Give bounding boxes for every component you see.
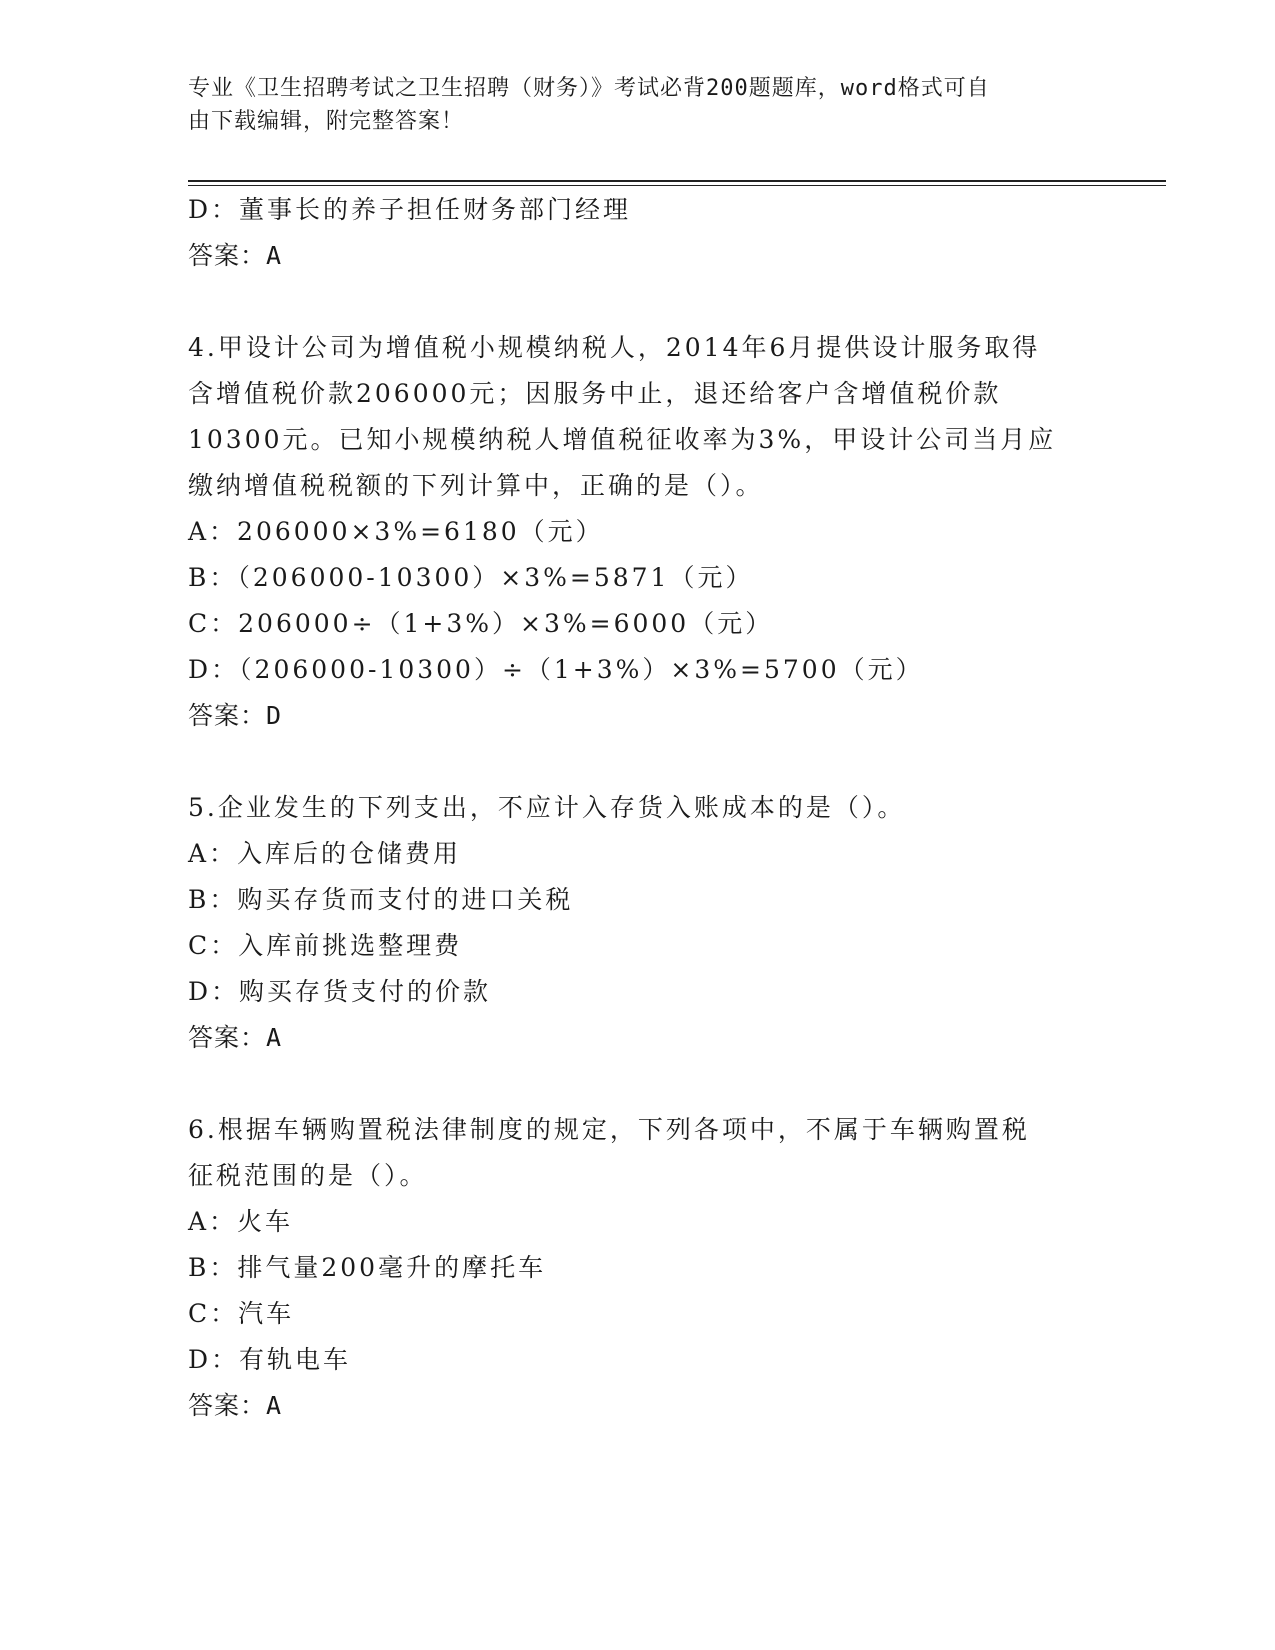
option-b: B：（206000-10300）×3%=5871（元） — [188, 563, 754, 592]
question-4 — [188, 325, 1088, 739]
answer-line: 答案：A — [188, 241, 283, 270]
document-header — [188, 72, 1068, 138]
option-b: B：购买存货而支付的进口关税 — [188, 885, 574, 914]
answer-line: 答案：A — [188, 1391, 283, 1420]
option-c: C：206000÷（1+3%）×3%=6000（元） — [188, 609, 774, 638]
question-stem-line: 征税范围的是（）。 — [188, 1161, 428, 1190]
question-5 — [188, 785, 1088, 1061]
question-stem-line: 5.企业发生的下列支出，不应计入存货入账成本的是（）。 — [188, 793, 906, 822]
option-a: A：入库后的仓储费用 — [188, 839, 462, 868]
question-stem-line: 10300元。已知小规模纳税人增值税征收率为3%，甲设计公司当月应 — [188, 425, 1057, 454]
option-d: D：有轨电车 — [188, 1345, 352, 1374]
option-a: A：206000×3%=6180（元） — [188, 517, 604, 546]
document-body — [188, 187, 1088, 1429]
option-d: D：购买存货支付的价款 — [188, 977, 492, 1006]
answer-line: 答案：A — [188, 1023, 283, 1052]
header-divider-thin — [188, 185, 1166, 186]
question-stem-line: 6.根据车辆购置税法律制度的规定，下列各项中，不属于车辆购置税 — [188, 1115, 1030, 1144]
header-title-line-1: 专业《卫生招聘考试之卫生招聘（财务）》考试必背200题题库，word格式可自 — [188, 76, 990, 101]
answer-line: 答案：D — [188, 701, 283, 730]
option-d: D：（206000-10300）÷（1+3%）×3%=5700（元） — [188, 655, 924, 684]
continued-question — [188, 187, 1088, 279]
option-c: C：汽车 — [188, 1299, 295, 1328]
spacer — [188, 739, 1088, 785]
question-stem-line: 含增值税价款206000元；因服务中止，退还给客户含增值税价款 — [188, 379, 1002, 408]
header-divider-thick — [188, 180, 1166, 182]
option-a: A：火车 — [188, 1207, 294, 1236]
spacer — [188, 279, 1088, 325]
spacer — [188, 1061, 1088, 1107]
option-d: D：董事长的养子担任财务部门经理 — [188, 195, 632, 224]
question-6 — [188, 1107, 1088, 1429]
option-b: B：排气量200毫升的摩托车 — [188, 1253, 547, 1282]
question-stem-line: 缴纳增值税税额的下列计算中，正确的是（）。 — [188, 471, 764, 500]
header-title-line-2: 由下载编辑，附完整答案！ — [188, 109, 465, 134]
question-stem-line: 4.甲设计公司为增值税小规模纳税人，2014年6月提供设计服务取得 — [188, 333, 1041, 362]
option-c: C：入库前挑选整理费 — [188, 931, 463, 960]
